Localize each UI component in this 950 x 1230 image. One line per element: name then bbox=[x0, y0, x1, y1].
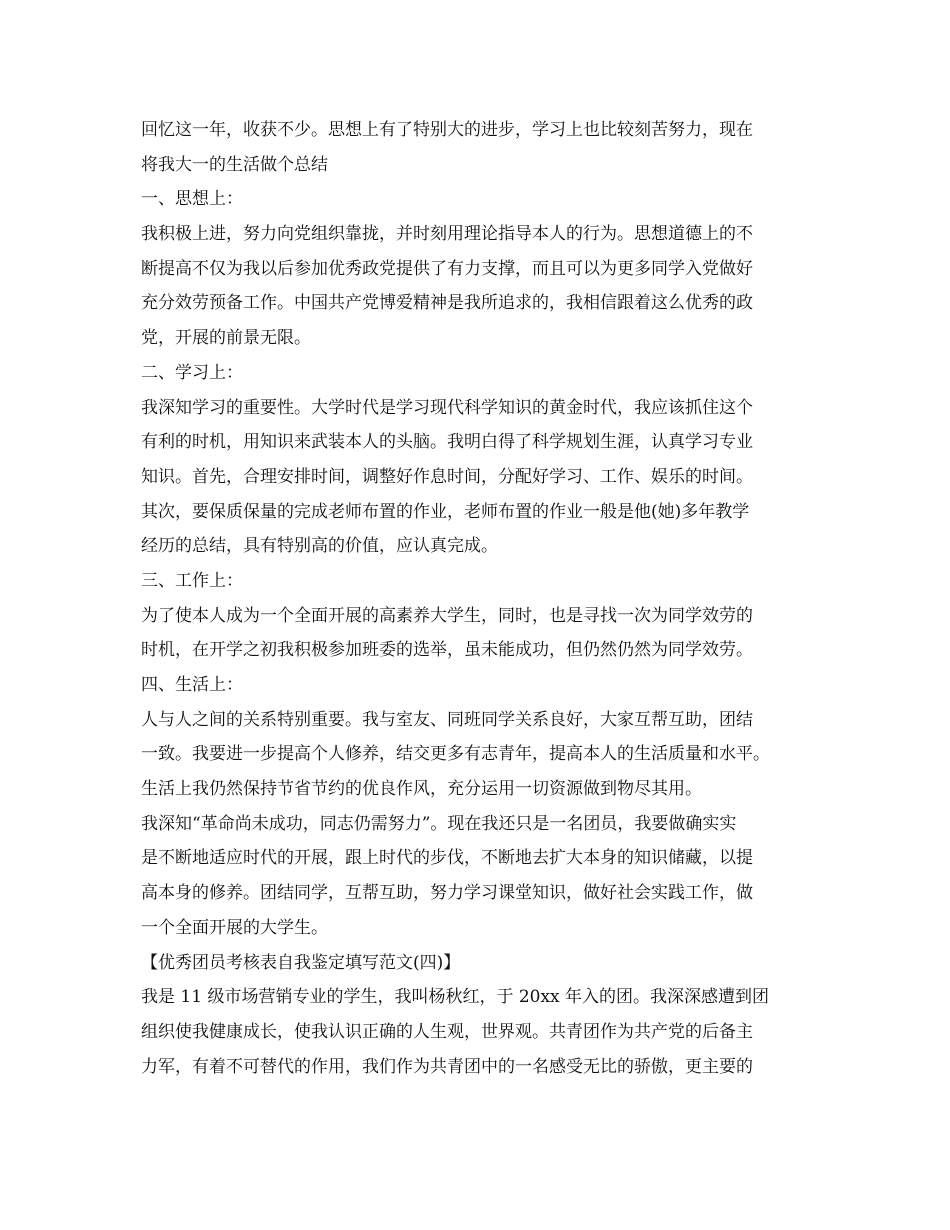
text-line: 知识。首先，合理安排时间，调整好作息时间，分配好学习、工作、娱乐的时间。 bbox=[141, 466, 753, 487]
text-line: 高本身的修养。团结同学，互帮互助，努力学习课堂知识，做好社会实践工作，做 bbox=[141, 883, 753, 904]
text-line: 是不断地适应时代的开展，跟上时代的步伐，不断地去扩大本身的知识储藏，以提 bbox=[141, 848, 753, 869]
text-line: 一个全面开展的大学生。 bbox=[141, 917, 328, 938]
text-line: 人与人之间的关系特别重要。我与室友、同班同学关系良好，大家互帮互助，团结 bbox=[141, 709, 753, 730]
text-line: 我深知“革命尚未成功，同志仍需努力”。现在我还只是一名团员，我要做确实实 bbox=[141, 813, 737, 834]
text-line: 党，开展的前景无限。 bbox=[141, 328, 311, 349]
text-line: 为了使本人成为一个全面开展的高素养大学生，同时，也是寻找一次为同学效劳的 bbox=[141, 605, 753, 626]
section-heading: 三、工作上： bbox=[141, 570, 243, 591]
text-line: 经历的总结，具有特别高的价值，应认真完成。 bbox=[141, 536, 498, 557]
text-line: 充分效劳预备工作。中国共产党博爱精神是我所追求的，我相信跟着这么优秀的政 bbox=[141, 293, 753, 314]
text-line: 时机，在开学之初我积极参加班委的选举，虽未能成功，但仍然仍然为同学效劳。 bbox=[141, 640, 753, 661]
text-line: 回忆这一年，收获不少。思想上有了特别大的进步，学习上也比较刻苦努力，现在 bbox=[141, 120, 753, 140]
text-line: 断提高不仅为我以后参加优秀政党提供了有力支撑，而且可以为更多同学入党做好 bbox=[141, 258, 753, 279]
text-line: 组织使我健康成长，使我认识正确的人生观，世界观。共青团作为共产党的后备主 bbox=[141, 1021, 753, 1042]
text-line: 我是 11 级市场营销专业的学生，我叫杨秋红，于 20xx 年入的团。我深深感遭到团 bbox=[141, 987, 770, 1008]
text-line: 将我大一的生活做个总结 bbox=[141, 154, 328, 175]
document-body bbox=[141, 113, 831, 1084]
text-line: 有利的时机，用知识来武装本人的头脑。我明白得了科学规划生涯，认真学习专业 bbox=[141, 432, 753, 453]
article-title: 【优秀团员考核表自我鉴定填写范文(四)】 bbox=[141, 952, 461, 973]
section-heading: 一、思想上： bbox=[141, 189, 243, 210]
text-line: 其次，要保质保量的完成老师布置的作业，老师布置的作业一般是他(她)多年教学 bbox=[141, 501, 750, 522]
text-line: 我积极上进，努力向党组织靠拢，并时刻用理论指导本人的行为。思想道德上的不 bbox=[141, 224, 753, 245]
section-heading: 二、学习上： bbox=[141, 362, 243, 383]
section-heading: 四、生活上： bbox=[141, 675, 243, 695]
text-line: 生活上我仍然保持节省节约的优良作风，充分运用一切资源做到物尽其用。 bbox=[141, 779, 702, 800]
text-line: 一致。我要进一步提高个人修养，结交更多有志青年，提高本人的生活质量和水平。 bbox=[141, 744, 770, 765]
text-line: 力军，有着不可替代的作用，我们作为共青团中的一名感受无比的骄傲，更主要的 bbox=[141, 1056, 753, 1077]
text-line: 我深知学习的重要性。大学时代是学习现代科学知识的黄金时代，我应该抓住这个 bbox=[141, 397, 753, 418]
